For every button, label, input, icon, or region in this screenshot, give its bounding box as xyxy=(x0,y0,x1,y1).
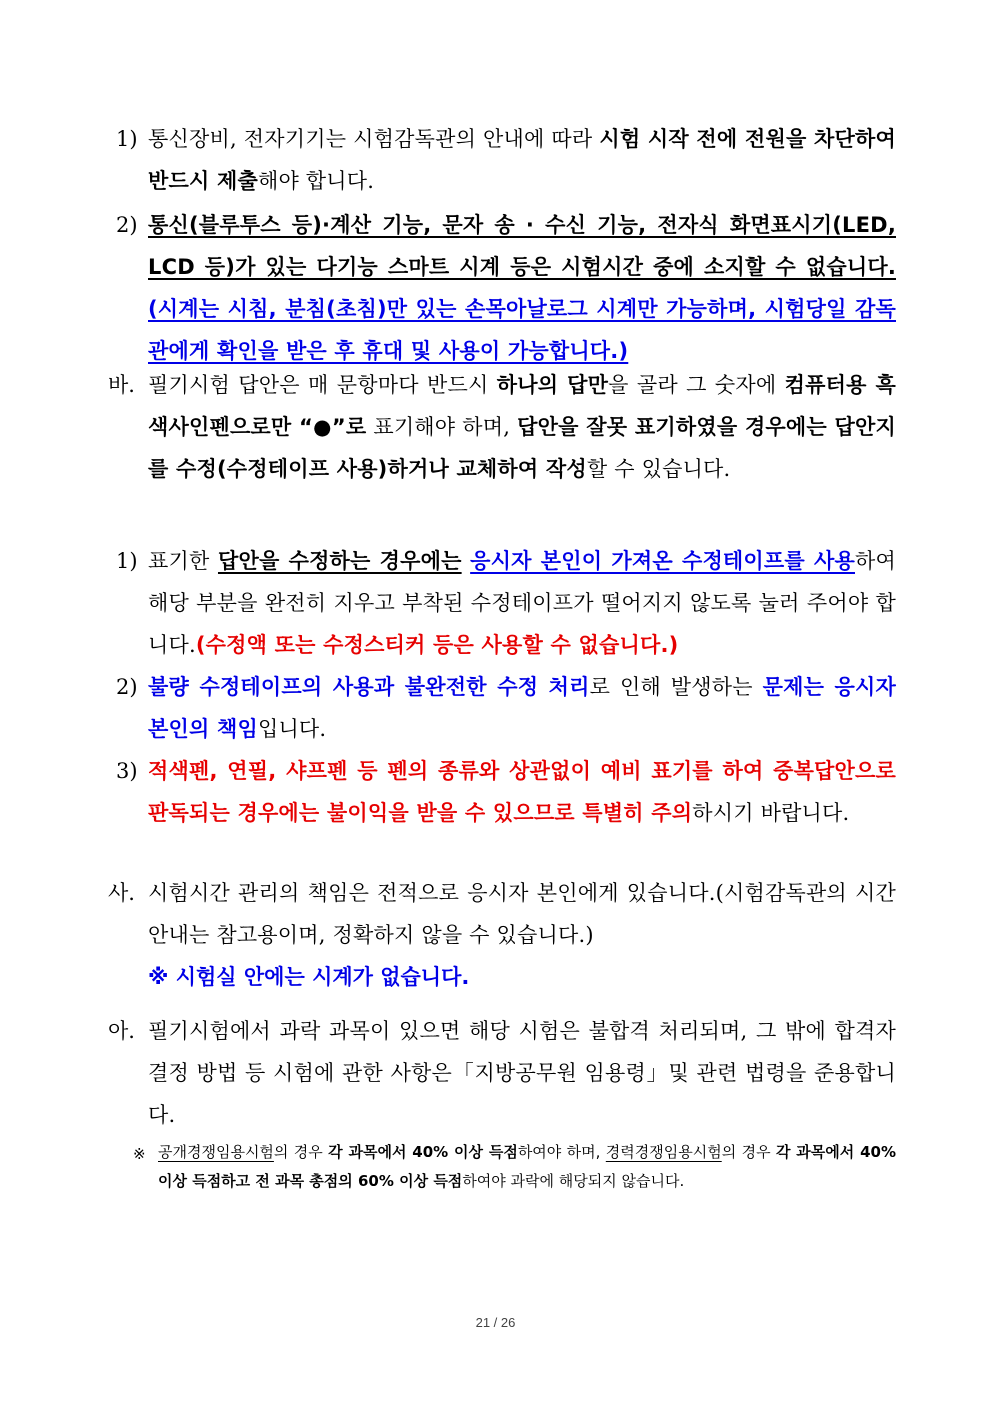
text-run: 답안을 수정하는 경우에는 xyxy=(217,549,462,573)
text-run: 필기시험에서 과락 과목이 있으면 해당 시험은 불합격 처리되며, 그 밖에 합격자 결정 방법 등 시험에 관한 사항은「지방공무원 임용령」및 관련 법령을 준용합니다. xyxy=(148,1019,896,1127)
item-marker: 2) xyxy=(116,213,138,237)
text-run: 답안을 잘못 표기하였을 경우에는 답안지를 수정(수정테이프 사용)하거나 교체하여 작성 xyxy=(148,415,896,481)
text-run: 시험시간 관리의 책임은 전적으로 응시자 본인에게 있습니다.(시험감독관의 시간 안내는 참고용이며, 정확하지 않을 수 있습니다.) xyxy=(148,881,896,947)
text-run: 하여야 과락에 해당되지 않습니다. xyxy=(462,1172,685,1190)
text-run: 필기시험 답안은 매 문항마다 반드시 xyxy=(148,373,497,397)
text-run: 하시기 바랍니다. xyxy=(692,801,850,825)
text-run: 로 인해 발생하는 xyxy=(589,675,763,699)
item-marker: 1) xyxy=(116,549,138,573)
text-run: 통신(블루투스 등)·계산 기능, 문자 송 · 수신 기능, 전자식 화면표시기(LED, LCD 등)가 있는 다기능 스마트 시계 등은 시험시간 중에 소지할 수 없습니다. xyxy=(148,213,896,279)
text-run: 문제는 응시자 본인의 책임 xyxy=(148,675,896,741)
text-run: 표기해야 하며, xyxy=(366,415,518,439)
item-body xyxy=(148,1010,896,1136)
text-run: 입니다. xyxy=(257,717,327,741)
no-clock-notice: ※ 시험실 안에는 시계가 없습니다. xyxy=(148,965,470,989)
item-body xyxy=(148,540,896,666)
text-run: 하여 해당 부분을 완전히 지우고 부착된 수정테이프가 떨어지지 않도록 눌러 주어야 합니다. xyxy=(148,549,896,657)
text-run: 할 수 있습니다. xyxy=(586,457,731,481)
item-marker: 2) xyxy=(116,675,138,699)
text-run: 통신장비, 전자기기는 시험감독관의 안내에 따라 xyxy=(148,127,600,151)
text-run: (시계는 시침, 분침(초침)만 있는 손목아날로그 시계만 가능하며, 시험당일 감독관에게 확인을 받은 후 휴대 및 사용이 가능합니다.) xyxy=(148,297,896,363)
text-run: 응시자 본인이 가져온 수정테이프를 사용 xyxy=(470,549,855,573)
text-run: 시험 시작 전에 전원을 차단하여 반드시 제출 xyxy=(148,127,896,193)
text-run: (수정액 또는 수정스티커 등은 사용할 수 없습니다.) xyxy=(195,633,679,657)
item-body xyxy=(148,750,896,834)
footnote-body xyxy=(158,1138,896,1196)
text-run: 적색펜, 연필, 샤프펜 등 펜의 종류와 상관없이 예비 표기를 하여 중복답안으로 판독되는 경우에는 불이익을 받을 수 있으므로 특별히 주의 xyxy=(148,759,896,825)
item-marker: 바. xyxy=(108,373,135,397)
text-run: 공개경쟁임용시험 xyxy=(158,1143,274,1161)
text-run: 각 과목에서 40% 이상 득점 xyxy=(328,1143,518,1161)
item-marker: 사. xyxy=(108,881,135,905)
text-run: 해야 합니다. xyxy=(257,169,375,193)
page-number: 21 / 26 xyxy=(475,1315,516,1330)
item-body xyxy=(148,118,896,202)
text-run xyxy=(462,549,471,573)
text-run: 각 과목에서 40% 이상 득점하고 전 과목 총점의 60% 이상 득점 xyxy=(158,1143,896,1190)
text-run: 불량 수정테이프의 사용과 불완전한 수정 처리 xyxy=(148,675,590,699)
item-body xyxy=(148,666,896,750)
text-run: 컴퓨터용 흑색사인펜으로만 “●”로 xyxy=(148,373,896,439)
text-run: 의 경우 xyxy=(273,1143,329,1161)
footnote-marker: ※ xyxy=(133,1145,146,1163)
text-run: 을 골라 그 숫자에 xyxy=(608,373,785,397)
text-run: 의 경우 xyxy=(721,1143,776,1161)
item-body xyxy=(148,872,896,956)
text-run: 경력경쟁임용시험 xyxy=(605,1143,722,1161)
item-marker: 3) xyxy=(116,759,138,783)
text-run: 표기한 xyxy=(148,549,218,573)
item-marker: 아. xyxy=(108,1019,135,1043)
item-body xyxy=(148,204,896,372)
item-marker: 1) xyxy=(116,127,138,151)
text-run: 하여야 하며, xyxy=(517,1143,606,1161)
item-body xyxy=(148,364,896,490)
text-run: 하나의 답만 xyxy=(496,373,609,397)
